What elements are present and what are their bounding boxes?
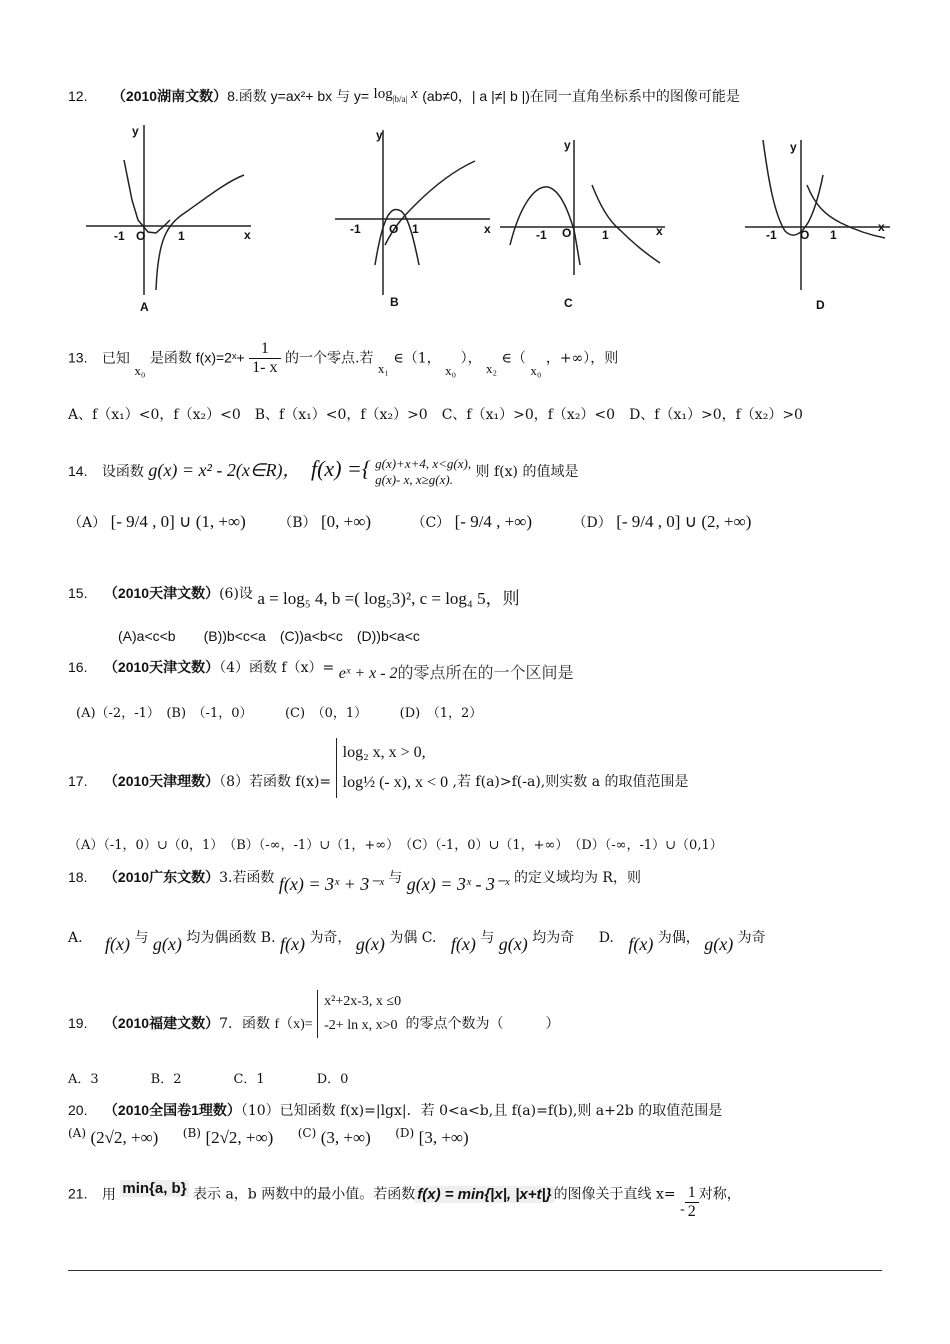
q14-opt-c: [- 9/4 , +∞): [454, 512, 533, 531]
graph-d-label: D: [816, 298, 825, 312]
q18-opt-d-g: g(x): [704, 934, 734, 954]
q15-number: 15.: [68, 585, 88, 601]
q15-expr: a = log₅ 4, b =( log₅3)², c = log₄ 5，则: [257, 589, 520, 608]
q12-line: [68, 86, 740, 107]
graph-d-x: x: [878, 220, 885, 234]
q16-expr: eˣ + x - 2: [338, 665, 398, 682]
q13-t6: ∈（: [501, 350, 526, 367]
q13-fraction: $\frac{1}{1- x}$: [249, 340, 280, 377]
q13-number: 13.: [68, 349, 88, 366]
q21-fraction: $\frac{1}{2}$: [685, 1184, 699, 1221]
q18-number: 18.: [68, 869, 88, 885]
graph-c-1: 1: [602, 228, 609, 242]
q13-t2: 是函数 f(x)=2ˣ+: [149, 349, 245, 366]
q16-source: （2010天津文数）: [103, 659, 220, 675]
q18-line: [68, 866, 641, 894]
q21-min: min{a, b}: [122, 1179, 187, 1197]
graph-b-1: 1: [412, 222, 419, 236]
q19-options: A．3 B．2 C．1 D．0: [68, 1072, 349, 1087]
q12-text1: 8.函数 y=ax²+ bx 与 y=: [227, 88, 370, 104]
q18-opt-a: A.: [68, 930, 83, 946]
graph-b-y: y: [376, 128, 383, 142]
q14-opt-a: [- 9/4 , 0] ∪ (1, +∞): [110, 512, 246, 531]
q14-opt-c-label: （C）: [411, 515, 451, 531]
q15-source: （2010天津文数）: [103, 585, 220, 601]
graph-d: [745, 135, 895, 295]
graph-c: [500, 135, 670, 285]
q20-line: [68, 1100, 722, 1120]
q17-options: （A）（-1，0）∪（0，1） （B）（-∞，-1）∪（1，+∞） （C）（-1，0）∪（1，+∞） （D）（-∞，-1）∪（0,1）: [68, 838, 723, 853]
q14-g: g(x) = x² - 2(x∈R)，: [148, 460, 301, 480]
q16-options: (A)（-2，-1） (B) （-1，0） (C) （0，1） (D) （1，2）: [76, 706, 483, 721]
q14-opt-b: [0, +∞): [320, 512, 371, 531]
q13-line: [68, 340, 618, 377]
q20-opt-d-label: (D): [395, 1126, 415, 1140]
q13-x0b: x₀: [445, 362, 457, 378]
q13-x0c: x₀: [530, 362, 542, 378]
q16-t1: （4）函数 f（x）=: [219, 660, 335, 676]
q19-source: （2010福建文数）: [103, 1015, 220, 1031]
q18-options: [68, 926, 766, 954]
q12-source: （2010湖南文数）: [111, 88, 228, 104]
q18-opt-b-g: g(x): [355, 934, 385, 954]
q20-opt-d: [3, +∞): [418, 1128, 469, 1147]
q13-x1: x₁: [377, 360, 389, 376]
graph-a: [86, 120, 256, 300]
q18-opt-a-text: 均为偶函数 B.: [186, 930, 276, 946]
q12-number: 12.: [68, 88, 88, 104]
q14-f: f(x) ={: [310, 456, 371, 481]
q21-line: [68, 1176, 741, 1220]
footer-rule: [68, 1270, 882, 1271]
graph-d-1: 1: [830, 228, 837, 242]
q17-line: [68, 738, 689, 798]
q13-t7: ，+∞），则: [545, 350, 619, 367]
q13-t1: 已知: [101, 350, 130, 367]
q19-t2: 的零点个数为（ ）: [405, 1016, 560, 1032]
q18-opt-a-yu: 与: [134, 930, 149, 946]
q14-opt-b-label: （B）: [278, 515, 317, 531]
q18-t1: 3.若函数: [219, 870, 275, 886]
q18-opt-c-text: 均为奇: [532, 930, 575, 946]
graph-b-neg1: -1: [350, 222, 361, 236]
q20-opt-c-label: (C): [297, 1126, 317, 1140]
q14-options: [68, 512, 751, 532]
q14-t2: 则 f(x) 的值域是: [475, 464, 579, 480]
q17-t2: ,若 f(a)>f(-a),则实数 a 的取值范围是: [452, 774, 689, 790]
q20-t1: （10）已知函数 f(x)=|lgx|．若 0<a<b,且 f(a)=f(b),则 a+2b 的取值范围是: [240, 1103, 723, 1119]
graph-d-o: O: [800, 228, 810, 242]
graph-a-x: x: [244, 228, 251, 242]
q21-t1: 用: [101, 1186, 116, 1203]
q18-opt-a-g: g(x): [152, 934, 182, 954]
graph-b-o: O: [389, 222, 399, 236]
q19-t1: 7．函数: [219, 1016, 270, 1032]
graph-c-label: C: [564, 296, 573, 310]
q17-cases: log₂ x, x > 0, log½ (- x), x < 0: [336, 738, 448, 798]
q18-opt-c-g: g(x): [498, 934, 528, 954]
q18-opt-b-f: f(x): [280, 934, 305, 954]
q20-opt-c: (3, +∞): [320, 1128, 371, 1147]
q13-x0: x₀: [134, 362, 146, 378]
q18-g: g(x) = 3ˣ - 3⁻ˣ: [406, 874, 510, 894]
q18-opt-b-t1: 为奇，: [309, 930, 352, 946]
q20-number: 20.: [68, 1102, 88, 1118]
q13-options: A、f（x₁）<0，f（x₂）<0 B、f（x₁）<0，f（x₂）>0 C、f（x₁）>0，f（x₂）<0 D、f（x₁）>0，f（x₂）>0: [68, 407, 803, 423]
q18-opt-d-f: f(x): [628, 934, 654, 954]
q20-opt-b: [2√2, +∞): [205, 1128, 274, 1147]
q18-f: f(x) = 3ˣ + 3⁻ˣ: [278, 874, 384, 894]
graph-b: [335, 125, 495, 300]
graph-a-label: A: [140, 300, 149, 314]
q19-line: [68, 990, 560, 1038]
q19-f: f（x)=: [274, 1017, 313, 1032]
q14-number: 14.: [68, 463, 88, 479]
graph-d-neg1: -1: [766, 228, 777, 242]
q14-cases: g(x)+x+4, x<g(x), g(x)- x, x≥g(x).: [375, 456, 472, 487]
q13-x2: x₂: [486, 360, 498, 376]
q15-options: (A)a<c<b (B))b<c<a (C))a<b<c (D))b<a<c: [118, 628, 420, 644]
q18-t3: 的定义域均为 R，则: [513, 870, 641, 886]
q18-source: （2010广东文数）: [103, 869, 220, 885]
q17-number: 17.: [68, 773, 88, 789]
q19-number: 19.: [68, 1015, 88, 1031]
q14-t1: 设函数: [101, 464, 144, 480]
graph-a-neg1: -1: [114, 229, 125, 243]
q21-t3: 的图像关于直线 x=: [553, 1186, 676, 1203]
q12-log: $\log_{|b/a|} x$: [373, 86, 418, 104]
q16-number: 16.: [68, 659, 88, 675]
q21-t4: 对称，: [698, 1186, 741, 1203]
q13-t3: 的一个零点.若: [284, 350, 374, 367]
q18-opt-a-f: f(x): [105, 934, 130, 954]
graph-a-y: y: [132, 124, 139, 138]
q14-line: [68, 456, 578, 488]
q17-t1: （8）若函数 f(x)=: [219, 774, 332, 790]
q21-f: f(x) = min{|x|, |x+t|}: [417, 1185, 552, 1203]
q18-opt-c-f: f(x): [450, 934, 476, 954]
q12-text2: (ab≠0，| a |≠| b |)在同一直角坐标系中的图像可能是: [422, 88, 740, 104]
q21-number: 21.: [68, 1185, 88, 1202]
graph-b-label: B: [390, 295, 399, 309]
q15-t1: (6)设: [219, 586, 253, 602]
q19-cases: x²+2x-3, x ≤0 -2+ ln x, x>0: [317, 990, 401, 1038]
q20-source: （2010全国卷1理数）: [103, 1102, 241, 1118]
q16-t2: 的零点所在的一个区间是: [397, 663, 574, 682]
q18-opt-d-t2: 为奇: [737, 930, 766, 946]
q21-t2: 表示 a，b 两数中的最小值。若函数: [193, 1186, 416, 1203]
q14-opt-d-label: （D）: [572, 515, 612, 531]
q20-opt-a: (2√2, +∞): [90, 1128, 159, 1147]
graph-b-x: x: [484, 222, 491, 236]
graph-d-y: y: [790, 140, 797, 154]
q18-opt-d: D.: [598, 930, 614, 946]
q18-t2: 与: [388, 870, 403, 886]
graph-a-1: 1: [178, 229, 185, 243]
q13-t4: ∈（1，: [393, 350, 441, 367]
graph-c-y: y: [564, 138, 571, 152]
q14-opt-d: [- 9/4 , 0] ∪ (2, +∞): [616, 512, 752, 531]
graph-a-o: O: [136, 229, 146, 243]
q18-opt-c-yu: 与: [480, 930, 495, 946]
q15-line: [68, 578, 520, 608]
q20-opt-a-label: (A): [68, 1126, 87, 1140]
q21-neg: -: [680, 1201, 685, 1217]
q17-source: （2010天津理数）: [103, 773, 220, 789]
q13-t5: ），: [460, 350, 482, 367]
q20-options: [68, 1128, 469, 1148]
q18-opt-d-t1: 为偶，: [657, 930, 700, 946]
q18-opt-b-t2: 为偶 C.: [389, 930, 437, 946]
q16-line: [68, 654, 574, 682]
q14-opt-a-label: （A）: [68, 515, 107, 531]
graph-c-neg1: -1: [536, 228, 547, 242]
graph-c-x: x: [656, 224, 663, 238]
q20-opt-b-label: (B): [182, 1126, 201, 1140]
graph-c-o: O: [562, 226, 572, 240]
